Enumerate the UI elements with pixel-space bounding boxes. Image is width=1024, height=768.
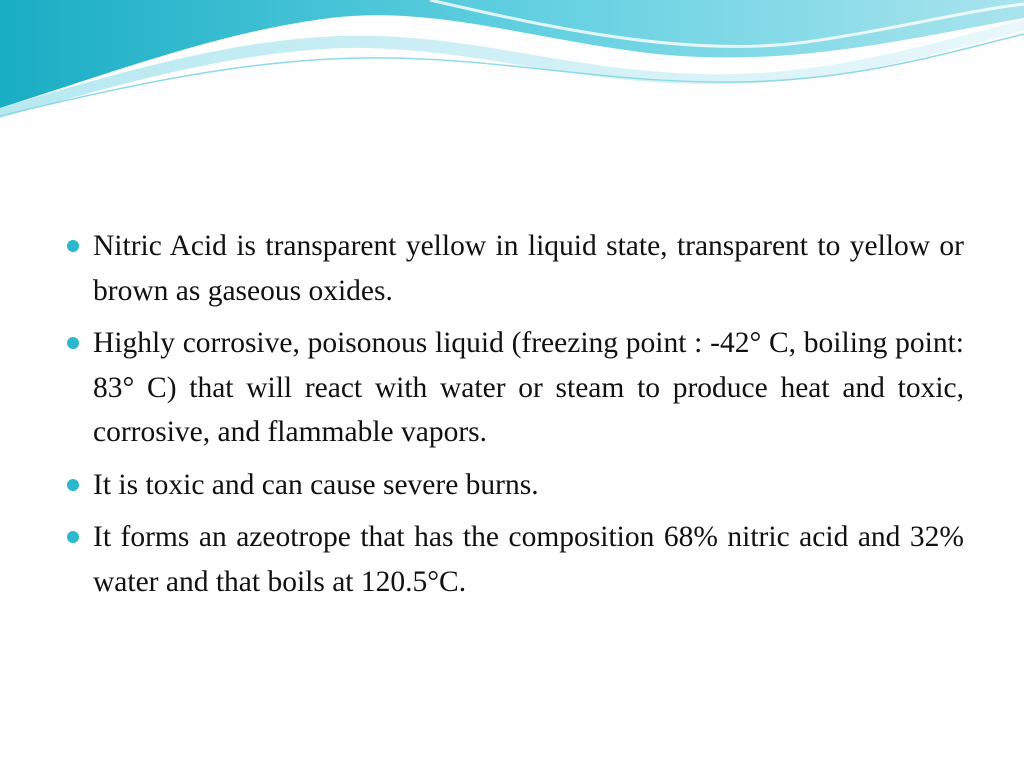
bullet-text: It is toxic and can cause severe burns. — [93, 468, 539, 501]
bullet-dot-icon — [67, 337, 79, 349]
bullet-item — [62, 463, 964, 508]
bullet-text: Nitric Acid is transparent yellow in liquid state, transparent to yellow or brown as gaseous oxides. — [93, 230, 964, 307]
bullet-dot-icon — [67, 531, 79, 543]
bullet-dot-icon — [67, 479, 79, 491]
bullet-item — [62, 224, 964, 313]
bullet-list — [62, 224, 964, 604]
bullet-text: It forms an azeotrope that has the composition 68% nitric acid and 32% water and that boils at 120.5°C. — [93, 521, 964, 598]
bullet-item — [62, 515, 964, 604]
slide-body — [62, 224, 964, 612]
header-wave-decoration — [0, 0, 1024, 130]
bullet-item — [62, 321, 964, 455]
bullet-dot-icon — [67, 240, 79, 252]
bullet-text: Highly corrosive, poisonous liquid (freezing point : -42° C, boiling point: 83° C) that will react with water or steam to produce heat and toxic, corrosive, and flammable vapors. — [93, 327, 964, 448]
